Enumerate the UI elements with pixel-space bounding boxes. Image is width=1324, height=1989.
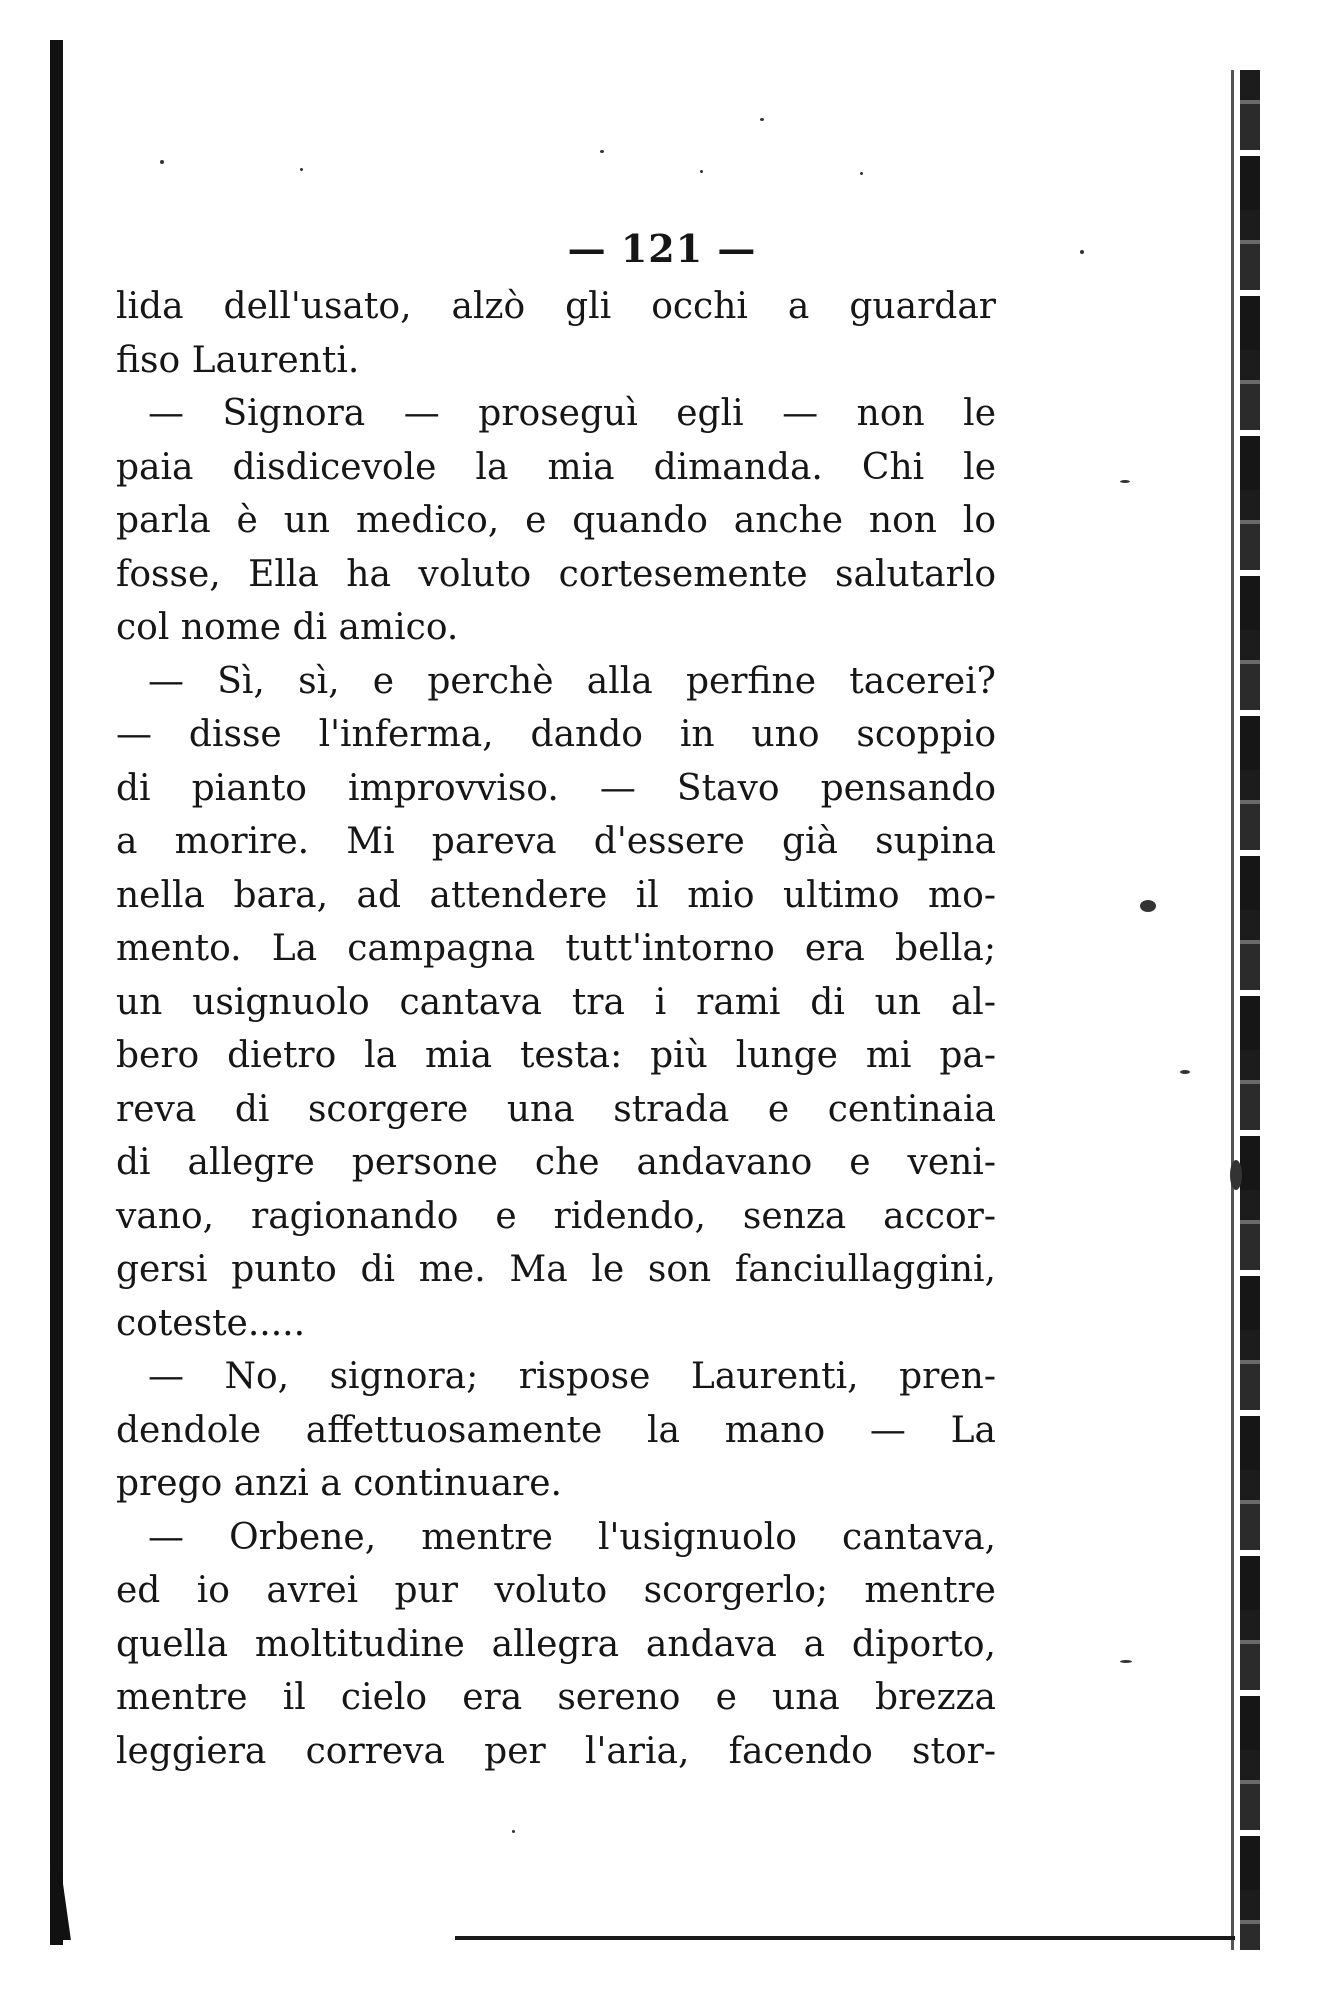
text-line: leggiera correva per l'aria, facendo stor- <box>116 1730 996 1772</box>
text-line: reva di scorgere una strada e centinaia <box>116 1088 996 1130</box>
scan-speck <box>300 168 303 171</box>
scan-speck <box>1120 480 1130 483</box>
scan-right-inner-line <box>1231 70 1234 1950</box>
scan-speck <box>1180 1070 1190 1074</box>
text-line: dendole affettuosamente la mano — La <box>116 1409 996 1451</box>
text-line: — No, signora; rispose Laurenti, pren- <box>148 1356 996 1397</box>
scan-bottom-rule <box>455 1936 1235 1940</box>
text-line: quella moltitudine allegra andava a diporto, <box>116 1623 996 1665</box>
text-line: col nome di amico. <box>116 607 459 648</box>
scan-speck <box>512 1830 515 1833</box>
scan-speck <box>1120 1660 1132 1663</box>
scan-speck <box>760 118 764 121</box>
text-line: un usignuolo cantava tra i rami di un al- <box>116 981 996 1023</box>
scan-left-border <box>50 40 63 1945</box>
text-line: parla è un medico, e quando anche non lo <box>116 500 996 541</box>
scan-speck <box>1140 900 1156 912</box>
scan-right-border <box>1240 70 1260 1950</box>
text-line: paia disdicevole la mia dimanda. Chi le <box>116 446 996 488</box>
text-line: lida dell'usato, alzò gli occhi a guardar <box>116 286 996 327</box>
scan-speck <box>600 150 604 153</box>
text-line: nella bara, ad attendere il mio ultimo mo- <box>116 874 996 916</box>
scan-speck <box>160 160 164 164</box>
text-line: ed io avrei pur voluto scorgerlo; mentre <box>116 1570 996 1611</box>
text-line: a morire. Mi pareva d'essere già supina <box>116 821 996 862</box>
text-line: prego anzi a continuare. <box>116 1463 562 1504</box>
scan-speck <box>1230 1160 1242 1190</box>
scan-speck <box>700 170 703 173</box>
page-number-text: — 121 — <box>567 226 757 271</box>
text-line: — disse l'inferma, dando in uno scoppio <box>116 714 996 755</box>
text-line: fosse, Ella ha voluto cortesemente salutarlo <box>116 553 996 595</box>
page-number <box>0 222 1324 276</box>
text-line: — Signora — proseguì egli — non le <box>148 393 996 434</box>
text-line: bero dietro la mia testa: più lunge mi pa- <box>116 1035 996 1076</box>
text-line: vano, ragionando e ridendo, senza accor- <box>116 1195 996 1237</box>
text-line: — Sì, sì, e perchè alla perfine tacerei? <box>148 660 996 702</box>
text-line: di allegre persone che andavano e veni- <box>116 1142 996 1183</box>
text-line: di pianto improvviso. — Stavo pensando <box>116 767 996 809</box>
body-text <box>116 280 996 1778</box>
text-line: mentre il cielo era sereno e una brezza <box>116 1677 996 1718</box>
text-line: — Orbene, mentre l'usignuolo cantava, <box>148 1516 996 1558</box>
text-line: gersi punto di me. Ma le son fanciullaggini, <box>116 1249 996 1290</box>
text-line: mento. La campagna tutt'intorno era bella; <box>116 928 996 969</box>
scan-speck <box>860 172 863 175</box>
text-line: coteste..... <box>116 1302 306 1344</box>
text-line: fiso Laurenti. <box>116 339 360 381</box>
